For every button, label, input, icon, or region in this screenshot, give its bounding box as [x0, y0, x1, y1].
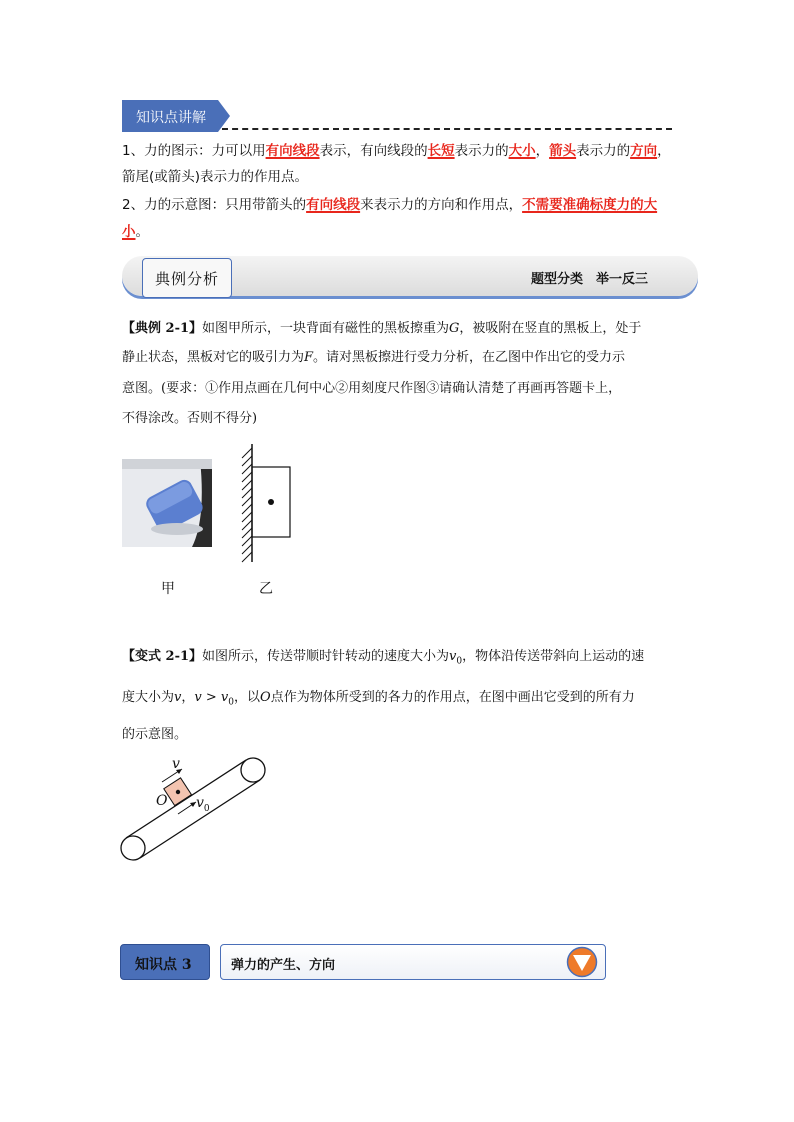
text: ，被吸附在竖直的黑板上，处于 [459, 321, 642, 336]
text: 来表示力的方向和作用点， [360, 197, 523, 213]
text: 静止状态，黑板对它的吸引力为 [122, 350, 305, 365]
variant-line-3 [122, 723, 187, 742]
symbol-v0: v [220, 690, 229, 705]
text: 箭尾(或箭头)表示力的作用点。 [122, 169, 309, 185]
variant-line-2 [122, 686, 635, 708]
highlight: 大小 [508, 143, 536, 159]
highlight: 方向 [630, 143, 658, 159]
eraser-photo-drawing [122, 459, 212, 547]
section-tag [122, 100, 230, 132]
highlight: 小 [122, 224, 136, 240]
text: 度大小为 [122, 690, 175, 705]
example-banner-subtitle: 题型分类 举一反三 [531, 272, 649, 287]
text: > [201, 690, 221, 705]
example-line-3 [122, 377, 621, 396]
fig-label-v0-subscript: 0 [203, 804, 210, 815]
text: 意图。(要求：①作用点画在几何中心②用刻度尺作图③请确认清楚了再画再答题卡上， [122, 381, 622, 396]
conveyor-diagram [116, 752, 266, 864]
text: 如图甲所示，一块背面有磁性的黑板擦重为 [202, 321, 450, 336]
kp3-tag-label: 知识点 3 [135, 957, 192, 973]
fig-label-O: O [156, 793, 168, 809]
symbol-v: v [194, 690, 202, 705]
paragraph-2-line-2 [122, 220, 149, 240]
text: 的示意图。 [122, 727, 188, 742]
text: 表示力的 [454, 143, 509, 159]
paragraph-1-line-1 [122, 139, 671, 159]
symbol-G: G [449, 321, 460, 336]
kp3-tag [120, 944, 210, 980]
highlight: 不需要准确标度力的大 [522, 197, 658, 213]
paragraph-2-line-1 [122, 193, 657, 213]
text: 表示力的 [576, 143, 631, 159]
symbol-v0: v [449, 649, 457, 664]
variant-line-1 [122, 645, 644, 667]
symbol-v0-subscript: 0 [228, 697, 235, 708]
figure-label-yi: 乙 [259, 581, 273, 597]
text: ，以 [234, 690, 261, 705]
example-line-1 [122, 317, 641, 336]
text: 。 [135, 224, 149, 240]
text: ， [535, 143, 550, 159]
symbol-v: v [174, 690, 182, 705]
text: 如图所示，传送带顺时针转动的速度大小为 [202, 649, 450, 664]
highlight: 箭头 [549, 143, 577, 159]
text: 点作为物体所受到的各力的作用点，在图中画出它受到的所有力 [270, 690, 635, 705]
paragraph-1-line-2 [122, 165, 308, 185]
text: ，物体沿传送带斜向上运动的速 [462, 649, 645, 664]
eraser-photo [122, 459, 212, 547]
text: 2、力的示意图：只用带箭头的 [122, 197, 307, 213]
text: 。请对黑板擦进行受力分析，在乙图中作出它的受力示 [313, 350, 626, 365]
fig-label-v0 [196, 792, 210, 814]
highlight: 有向线段 [265, 143, 320, 159]
text: 不得涂改。否则不得分) [122, 411, 258, 426]
example-banner-title-box [142, 258, 232, 298]
kp3-title: 弹力的产生、方向 [231, 958, 336, 973]
variant-tag: 【变式 2-1】 [122, 649, 203, 664]
example-banner-title: 典例分析 [155, 270, 220, 288]
symbol-F: F [304, 350, 314, 365]
section-tag-label: 知识点讲解 [136, 110, 206, 126]
fig-label-v: v [172, 756, 180, 772]
expand-triangle-icon[interactable] [566, 946, 598, 978]
example-tag: 【典例 2-1】 [122, 321, 203, 336]
symbol-O: O [260, 690, 271, 705]
text: ， [181, 690, 195, 705]
example-line-2 [122, 346, 625, 365]
kp3-title-bar [220, 944, 606, 980]
section-divider [222, 128, 672, 130]
text: 表示，有向线段的 [319, 143, 428, 159]
highlight: 有向线段 [306, 197, 361, 213]
symbol-v0-subscript: 0 [456, 656, 463, 667]
fig-label-v0-letter: v [196, 795, 204, 811]
wall-block-diagram [236, 440, 298, 564]
figure-label-jia: 甲 [161, 581, 175, 597]
text: ， [657, 143, 671, 159]
text: 1、力的图示：力可以用 [122, 143, 266, 159]
example-line-4 [122, 407, 257, 426]
highlight: 长短 [427, 143, 455, 159]
